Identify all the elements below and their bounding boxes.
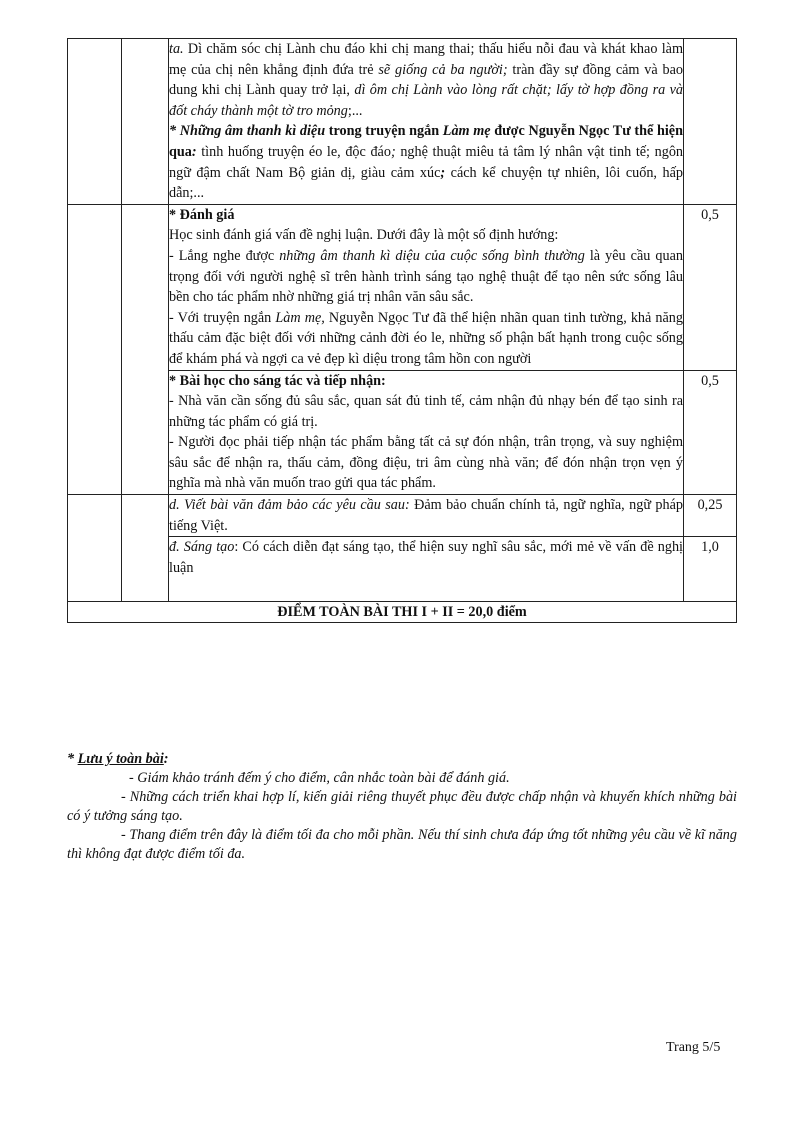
paragraph: Học sinh đánh giá vấn đề nghị luận. Dưới đây là một số định hướng: [169,227,559,244]
note-item: - Những cách triển khai hợp lí, kiến giải riêng thuyết phục đều được chấp nhận và khuyến khích những bài có ý tưởng sáng tạo. [67,789,737,824]
paragraph [169,121,683,203]
text-run: Làm mẹ [442,123,491,140]
text-run: Làm mẹ, [275,309,325,326]
empty-cell [68,495,122,602]
text-run: nghệ thuật miêu tả tâm lý nhân vật tinh tế; ngôn ngữ đậm chất Nam Bộ giản dị, giàu cảm xúc [169,143,684,181]
total-score: ĐIỂM TOÀN BÀI THI I + II = 20,0 điểm [68,602,737,623]
empty-cell [68,39,122,205]
score-cell: 1,0 [684,537,737,602]
paragraph [169,39,683,121]
content-cell [169,537,684,602]
text-run: ; [390,143,396,160]
empty-cell [122,39,169,205]
table-row [68,495,737,537]
table-row [68,39,737,205]
score-cell: 0,25 [684,495,737,537]
content-cell [169,495,684,537]
text-run: là yêu cầu quan trọng đối với người nghệ sĩ trên hành trình sáng tạo nghệ thuật để tạo nên sức sống lâu bền cho tác phẩm nhờ những giá trị nhân văn sâu sắc. [169,247,683,306]
total-row [68,602,737,623]
note-item: - Giám khảo tránh đếm ý cho điểm, cân nhắc toàn bài để đánh giá. [129,770,510,786]
score-cell: 0,5 [684,370,737,495]
text-run: sẽ giống cả ba người; [378,61,508,78]
paragraph: - Người đọc phải tiếp nhận tác phẩm bằng tất cả sự đón nhận, trân trọng, và suy nghiệm sâu sắc để nhận ra, thấu cảm, đồng điệu, tri âm cùng nhà văn; để đón nhận trọn vẹn ý nghĩa mà nhà văn muốn trao gửi qua tác phẩm. [169,434,683,492]
content-cell [169,39,684,205]
text-run: tràn đầy sự đồng cảm và bao dung khi chị Lành quay trở lại, [169,61,683,99]
score-cell [684,39,737,205]
empty-cell [122,495,169,602]
text-run: - Với truyện ngắn [169,309,276,326]
text-run: Dì chăm sóc chị Lành chu đáo khi chị mang thai; thấu hiểu nỗi đau và khát khao làm mẹ của chị nên khẳng định đứa trẻ [169,41,683,78]
text-run: được Nguyễn Ngọc Tư thể hiện qua [169,123,683,160]
notes-title: Lưu ý toàn bài [77,751,164,767]
text-run: trong truyện ngắn [325,123,443,140]
empty-cell [68,204,122,494]
paragraph [169,308,683,370]
text-run: ;... [347,102,363,119]
text-run: * Những âm thanh kì diệu [169,123,326,140]
table-row [68,204,737,370]
criterion-label: d. Viết bài văn đảm bảo các yêu cầu sau: [169,497,410,514]
notes-colon: : [163,751,169,767]
notes-section [67,750,737,864]
scoring-table [67,38,737,623]
criterion-text: Đảm bảo chuẩn chính tả, ngữ nghĩa, ngữ pháp tiếng Việt. [169,497,683,534]
content-cell [169,204,684,370]
table-row [68,370,737,495]
content-cell [169,370,684,495]
text-run: ; [440,164,446,181]
text-run: : [191,143,197,160]
text-run: tình huống truyện éo le, độc đáo [196,143,391,160]
text-run: - Lắng nghe được [169,247,280,264]
text-run: cách kể chuyện tự nhiên, lôi cuốn, hấp dẫn;... [169,164,683,202]
table-row [68,537,737,602]
empty-cell [122,204,169,494]
notes-star: * [67,751,78,767]
criterion-label: đ. Sáng tạo [169,539,235,556]
text-run: Nguyễn Ngọc Tư đã thể hiện nhãn quan tinh tường, khả năng thấu cảm đặc biệt đối với những cảnh đời éo le, những số phận bất hạnh trong cuộc sống để khám phá và ngợi ca vẻ đẹp kì diệu trong tâm hồn con người [169,309,683,367]
page-number: Trang 5/5 [666,1040,721,1055]
text-run: dì ôm chị Lành vào lòng rất chặt; lấy tờ hợp đồng ra và đốt cháy thành một tờ tro mỏng [169,82,684,119]
text-run: những âm thanh kì diệu của cuộc sống bình thường [279,247,585,264]
section-heading: * Bài học cho sáng tác và tiếp nhận: [169,372,386,389]
score-cell: 0,5 [684,204,737,370]
paragraph: - Nhà văn cần sống đủ sâu sắc, quan sát đủ tinh tế, cảm nhận đủ nhạy bén để tạo sinh ra những tác phẩm có giá trị. [169,393,683,430]
paragraph [169,246,683,308]
criterion-text: : Có cách diễn đạt sáng tạo, thể hiện suy nghĩ sâu sắc, mới mẻ về vấn đề nghị luận [169,539,683,576]
note-item: - Thang điểm trên đây là điểm tối đa cho mỗi phần. Nếu thí sinh chưa đáp ứng tốt những yêu cầu về kĩ năng thì không đạt được điểm tối đa. [67,827,737,862]
section-heading: * Đánh giá [169,206,235,223]
notes-heading [67,750,737,769]
text-run: ta. [169,41,184,57]
